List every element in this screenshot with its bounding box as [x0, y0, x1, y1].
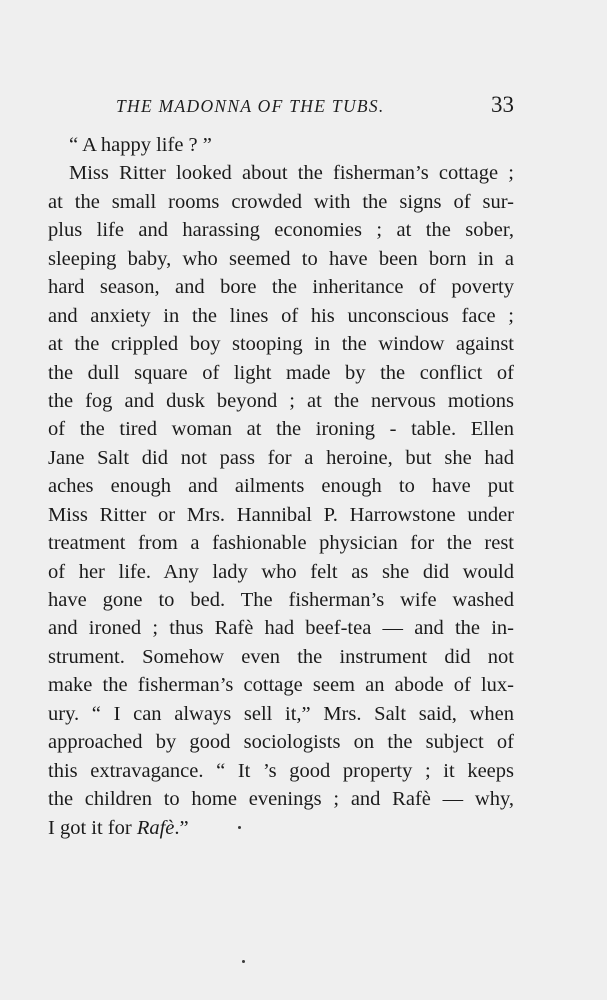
text-line: the fog and dusk beyond ; at the nervous motions	[48, 389, 514, 412]
text-line: Miss Ritter looked about the fisherman’s cottage ;	[69, 162, 514, 185]
text-line: plus life and harassing economies ; at the sober,	[48, 219, 514, 242]
stray-mark	[238, 826, 241, 829]
text-line: approached by good sociologists on the subject of	[48, 731, 514, 754]
text-line: hard season, and bore the inheritance of poverty	[48, 276, 514, 299]
text-line: at the crippled boy stooping in the window against	[48, 333, 514, 356]
text-line: and anxiety in the lines of his unconscious face ;	[48, 304, 514, 327]
text-line: make the fisherman’s cottage seem an abode of lux-	[48, 674, 514, 697]
text-line: of the tired woman at the ironing - table. Ellen	[48, 418, 514, 441]
text-line: sleeping baby, who seemed to have been born in a	[48, 247, 514, 270]
text-line: and ironed ; thus Rafè had beef-tea — and the in-	[48, 617, 514, 640]
text-line: at the small rooms crowded with the signs of sur-	[48, 190, 514, 213]
text-line: treatment from a fashionable physician for the rest	[48, 532, 514, 555]
text-line: the children to home evenings ; and Rafè — why,	[48, 788, 514, 811]
running-head	[48, 92, 514, 122]
stray-mark	[242, 960, 245, 963]
text-line: this extravagance. “ It ’s good property ; it keeps	[48, 759, 514, 782]
text-line: aches enough and ailments enough to have put	[48, 475, 514, 498]
italic-word: Rafè	[136, 816, 175, 839]
running-title: THE MADONNA OF THE TUBS.	[116, 96, 385, 116]
text-line: “ A happy life ? ”	[69, 134, 212, 156]
text-line: ury. “ I can always sell it,” Mrs. Salt said, when	[48, 702, 514, 725]
body-text	[48, 131, 514, 842]
text-line: have gone to bed. The fisherman’s wife washed	[48, 589, 514, 611]
last-line-start: I got it for	[48, 816, 137, 839]
page-number: 33	[491, 92, 514, 117]
text-line: of her life. Any lady who felt as she did would	[48, 560, 514, 583]
text-line: strument. Somehow even the instrument did not	[48, 645, 514, 668]
text-line: Jane Salt did not pass for a heroine, but she had	[48, 446, 514, 469]
text-line-last	[48, 814, 514, 842]
text-line: the dull square of light made by the conflict of	[48, 361, 514, 384]
text-line: Miss Ritter or Mrs. Hannibal P. Harrowstone under	[48, 503, 514, 526]
last-line-end: .”	[174, 816, 189, 839]
